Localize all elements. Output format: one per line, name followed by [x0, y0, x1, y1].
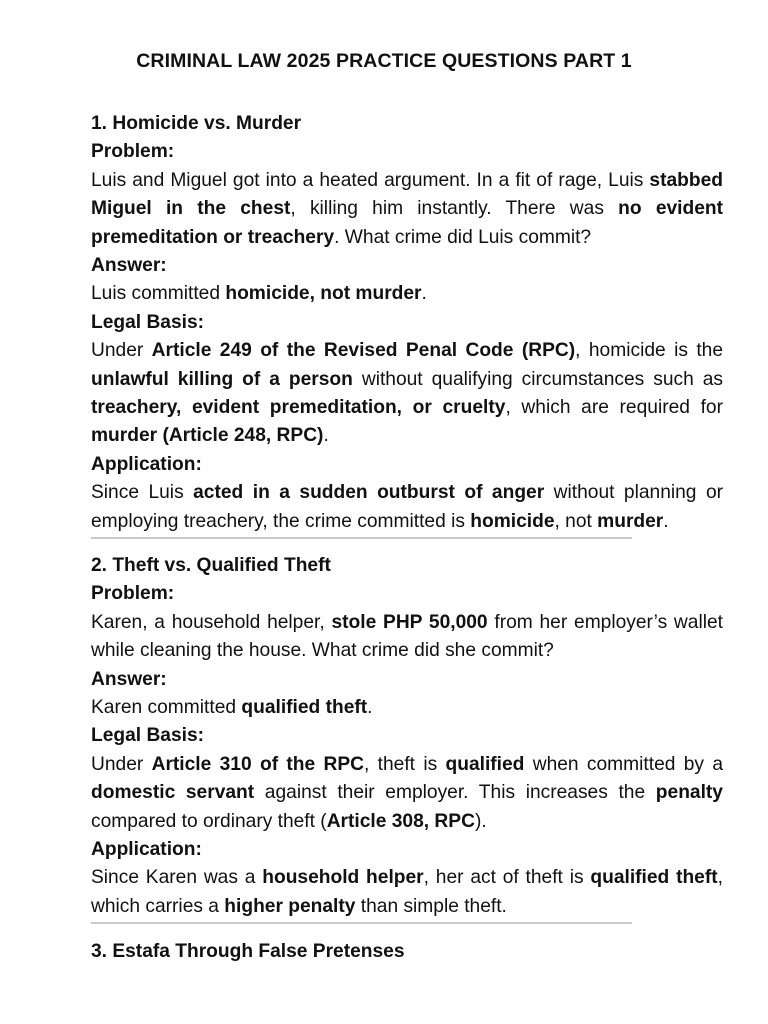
answer-label: Answer:	[91, 255, 167, 277]
section-divider	[91, 537, 632, 539]
text-run: Luis and Miguel got into a heated argument. In a fit of rage, Luis	[91, 169, 650, 191]
text-run: Under	[91, 753, 152, 775]
question-2	[91, 552, 723, 921]
legal-basis-label: Legal Basis:	[91, 725, 205, 747]
text-run: than simple theft.	[355, 895, 507, 917]
bold-text-run: penalty	[655, 782, 723, 804]
bold-text-run: no evident premeditation or treachery	[91, 198, 723, 248]
bold-text-run: unlawful killing of a person	[91, 368, 353, 390]
text-run: ).	[474, 810, 487, 832]
text-run: , killing him instantly. There was	[290, 198, 619, 220]
question-2-application	[91, 864, 723, 921]
text-run: , which carries a	[91, 867, 723, 917]
text-run: Luis committed	[91, 283, 226, 305]
bold-text-run: qualified theft	[590, 867, 718, 889]
question-2-answer	[91, 694, 723, 722]
text-run: .	[367, 697, 373, 719]
text-run: . What crime did Luis commit?	[334, 226, 592, 248]
text-run: Karen, a household helper,	[91, 611, 332, 633]
question-1-problem	[91, 167, 723, 252]
bold-text-run: qualified theft	[241, 697, 368, 719]
bold-text-run: Article 249 of the Revised Penal Code (RPC)	[151, 340, 576, 362]
text-run: .	[421, 283, 427, 305]
legal-basis-label: Legal Basis:	[91, 311, 205, 333]
bold-text-run: domestic servant	[91, 782, 255, 804]
application-label: Application:	[91, 839, 202, 861]
bold-text-run: treachery, evident premeditation, or cruelty	[91, 397, 506, 419]
text-run: Since Luis	[91, 482, 194, 504]
bold-text-run: homicide, not murder	[225, 283, 422, 305]
text-run: Since Karen was a	[91, 867, 263, 889]
text-run: from her employer’s wallet while cleaning the house. What crime did she commit?	[91, 611, 723, 662]
text-run: .	[323, 425, 329, 447]
bold-text-run: household helper	[262, 867, 424, 889]
text-run: without qualifying circumstances such as	[352, 368, 723, 390]
problem-label: Problem:	[91, 583, 175, 605]
bold-text-run: stole PHP 50,000	[331, 611, 488, 633]
bold-text-run: murder (Article 248, RPC)	[91, 425, 324, 447]
text-run: , which are required for	[505, 397, 723, 419]
bold-text-run: murder	[597, 510, 664, 532]
bold-text-run: acted in a sudden outburst of anger	[193, 482, 545, 504]
question-1	[91, 110, 723, 536]
question-3	[91, 938, 723, 966]
problem-label: Problem:	[91, 141, 175, 163]
text-run: .	[663, 510, 669, 532]
bold-text-run: homicide	[470, 510, 555, 532]
bold-text-run: higher penalty	[224, 895, 356, 917]
text-run: when committed by a	[524, 753, 723, 775]
question-1-answer	[91, 280, 723, 308]
text-run: , homicide is the	[575, 340, 724, 362]
question-1-heading: 1. Homicide vs. Murder	[91, 113, 302, 134]
text-run: , theft is	[364, 753, 446, 775]
bold-text-run: Article 308, RPC	[326, 810, 475, 832]
question-1-legal-basis	[91, 337, 723, 451]
text-run: compared to ordinary theft (	[91, 810, 327, 832]
question-1-application	[91, 479, 723, 536]
bold-text-run: qualified	[445, 753, 525, 775]
question-3-heading: 3. Estafa Through False Pretenses	[91, 941, 405, 962]
question-2-heading: 2. Theft vs. Qualified Theft	[91, 555, 331, 576]
document-title: CRIMINAL LAW 2025 PRACTICE QUESTIONS PART 1	[136, 50, 632, 72]
question-2-legal-basis	[91, 751, 723, 836]
text-run: , not	[554, 510, 598, 532]
question-2-problem	[91, 609, 723, 666]
text-run: , her act of theft is	[423, 867, 591, 889]
text-run: against their employer. This increases the	[254, 782, 656, 804]
text-run: Karen committed	[91, 697, 242, 719]
answer-label: Answer:	[91, 668, 167, 690]
application-label: Application:	[91, 453, 202, 475]
section-divider	[91, 922, 632, 924]
text-run: without planning or employing treachery, the crime committed is	[91, 482, 724, 532]
bold-text-run: Article 310 of the RPC	[151, 753, 365, 775]
text-run: Under	[91, 340, 152, 362]
bold-text-run: stabbed Miguel in the chest	[91, 169, 723, 220]
